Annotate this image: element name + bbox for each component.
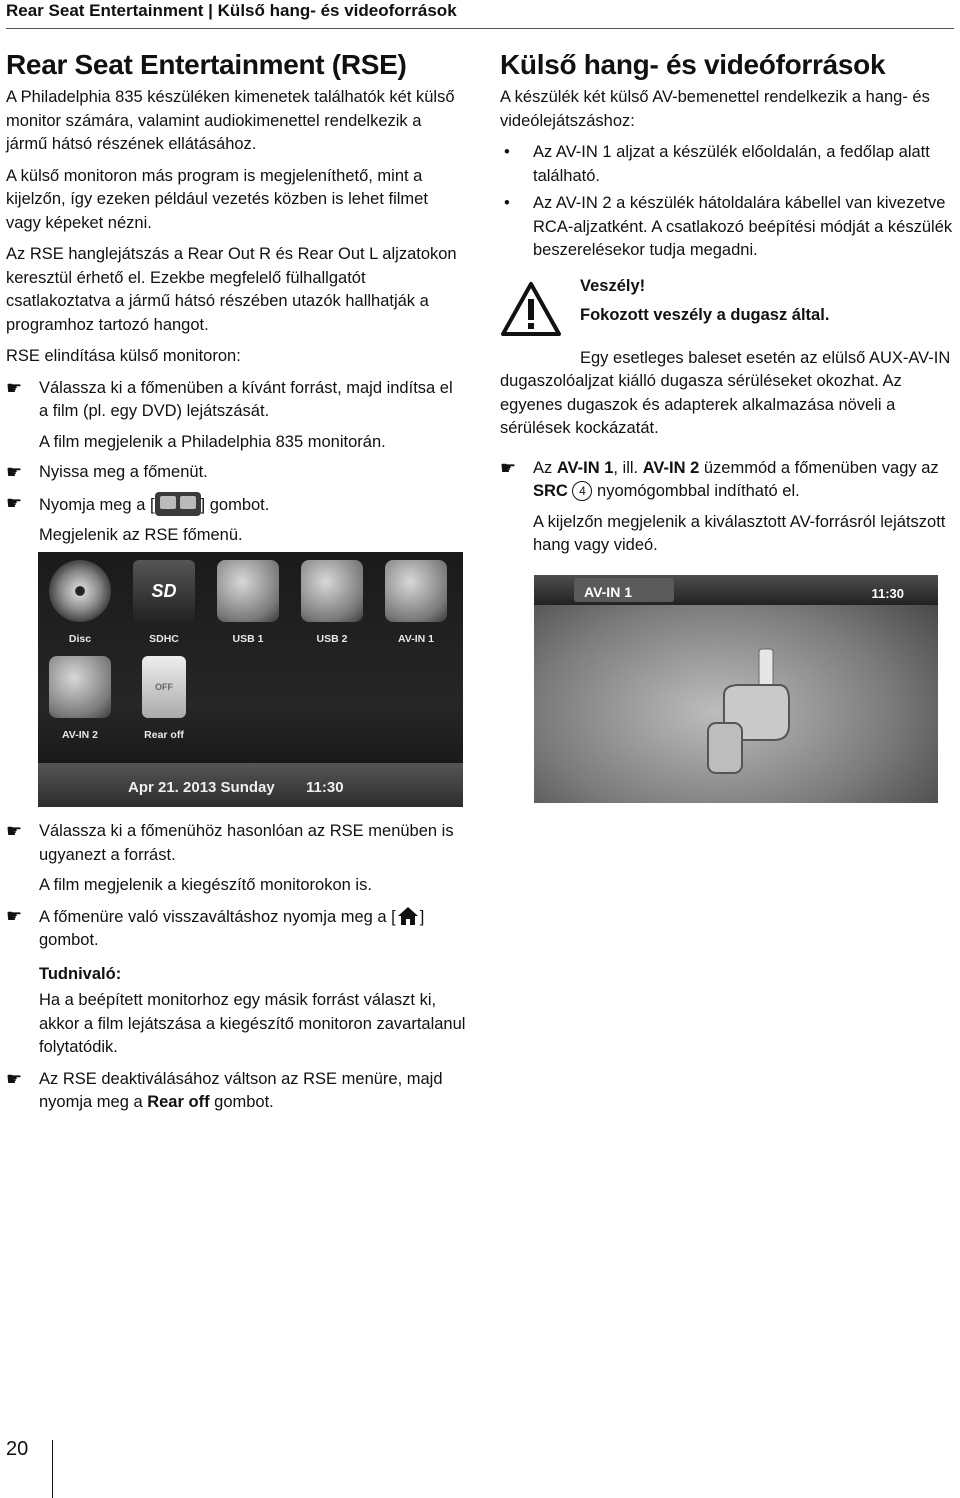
tile-usb2: USB 2 xyxy=(292,560,372,652)
right-column xyxy=(500,48,960,565)
pointing-hand-icon: ☛ xyxy=(6,905,23,926)
rse-monitors-icon xyxy=(155,492,201,516)
av-time: 11:30 xyxy=(871,586,904,601)
status-bar xyxy=(38,763,463,807)
step-result: A film megjelenik a kiegészítő monitorokon is. xyxy=(39,876,372,894)
sd-card-icon: SD xyxy=(133,560,195,622)
step-open-menu: ☛ Nyissa meg a főmenüt. xyxy=(6,461,466,485)
disc-icon xyxy=(49,560,111,622)
page-number-divider xyxy=(52,1440,53,1498)
pointing-hand-icon: ☛ xyxy=(6,821,23,841)
tile-usb1: USB 1 xyxy=(208,560,288,652)
rse-intro: A Philadelphia 835 készüléken kimenetek találhatók két külső monitor számára, valamint audiokimenettel rendelkezik a jármű hátsó részének ellátásához. xyxy=(6,88,455,153)
av-top-bar xyxy=(534,575,938,605)
warning-triangle-icon xyxy=(500,281,562,337)
list-item: • Az AV-IN 2 a készülék hátoldalára kábellel van kivezetve RCA-aljzatként. A csatlakozó beépítési módját a készülék beszerelésekor tudja megadni. xyxy=(500,192,960,263)
rse-heading: Rear Seat Entertainment (RSE) xyxy=(6,49,407,80)
step-press-rse-button: ☛ Nyomja meg a [ ] gombot. xyxy=(6,492,270,514)
rse-menu-screenshot xyxy=(38,552,463,807)
tile-rear-off: OFF Rear off xyxy=(124,656,204,748)
step-select-same-source: ☛ Válassza ki a főmenühöz hasonlóan az RSE menüben is ugyanezt a forrást. xyxy=(6,821,454,864)
status-date: Apr 21. 2013 Sunday xyxy=(128,779,275,796)
audio-jack-icon xyxy=(704,645,794,775)
danger-notice xyxy=(500,275,960,345)
rse-paragraph-3: Az RSE hanglejátszás a Rear Out R és Rear Out L aljzatokon keresztül érhető el. Ezekbe megfelelő fülhallgatót csatlakoztatva a jármű hátsó részében utazók hallhatják a programhoz tartozó hangot. xyxy=(6,245,457,334)
rse-start-label: RSE elindítása külső monitoron: xyxy=(6,347,241,365)
step-return-home: ☛ A főmenüre való visszaváltáshoz nyomja meg a [ ] gombot. xyxy=(6,905,425,949)
rse-paragraph-2: A külső monitoron más program is megjeleníthető, mint a kijelzőn, így ezeken például vezetés közben is lehet filmet vagy képeket nézni. xyxy=(6,166,428,232)
pointing-hand-icon: ☛ xyxy=(6,377,23,398)
pointing-hand-icon: ☛ xyxy=(6,492,23,513)
av-inputs-list xyxy=(500,141,960,263)
note-title: Tudnivaló: xyxy=(39,964,122,983)
page-number: 20 xyxy=(6,1438,29,1460)
pointing-hand-icon: ☛ xyxy=(6,1068,23,1089)
av-sources-heading: Külső hang- és videóforrások xyxy=(500,49,886,80)
step-result: A film megjelenik a Philadelphia 835 monitorán. xyxy=(39,432,386,451)
pointing-hand-icon: ☛ xyxy=(6,462,23,482)
tile-av-in-2: AV-IN 2 xyxy=(40,656,120,748)
step-result: Megjelenik az RSE főmenü. xyxy=(39,526,243,544)
page-header: Rear Seat Entertainment | Külső hang- és videoforrások xyxy=(6,1,457,20)
list-item: • Az AV-IN 1 aljzat a készülék előoldalán, a fedőlap alatt található. xyxy=(500,141,960,188)
tile-sdhc: SD SDHC xyxy=(124,560,204,652)
danger-subtitle: Fokozott veszély a dugasz által. xyxy=(580,306,830,324)
av-in-screenshot xyxy=(534,575,938,803)
left-column-continued xyxy=(6,820,466,1122)
left-column xyxy=(6,48,466,555)
danger-text: Egy esetleges baleset esetén az elülső AUX-AV-IN dugaszolóaljzat kiálló dugasza sérüléseket okozhat. Az egyenes dugaszok és adapterek alkalmazása növeli a sérülések kockázatát. xyxy=(500,348,951,437)
home-icon xyxy=(396,905,420,927)
av-sources-intro: A készülék két külső AV-bemenettel rendelkezik a hang- és videólejátszáshoz: xyxy=(500,88,930,130)
power-switch-icon: OFF xyxy=(142,656,186,718)
usb-stick-icon xyxy=(301,560,363,622)
header-divider xyxy=(6,28,954,29)
usb-stick-icon xyxy=(217,560,279,622)
step-start-av-in: ☛ Az AV-IN 1, ill. AV-IN 2 üzemmód a főmenüben vagy az SRC 4 nyomógombbal indítható el. xyxy=(500,457,939,500)
danger-title: Veszély! xyxy=(580,276,646,295)
audio-jack-icon xyxy=(385,560,447,622)
callout-number: 4 xyxy=(572,481,592,501)
step-result: A kijelzőn megjelenik a kiválasztott AV-forrásról lejátszott hang vagy videó. xyxy=(533,512,946,554)
step-deactivate-rse: ☛ Az RSE deaktiválásához váltson az RSE menüre, majd nyomja meg a Rear off gombot. xyxy=(6,1068,443,1111)
pointing-hand-icon: ☛ xyxy=(500,457,517,478)
tile-disc: Disc xyxy=(40,560,120,652)
step-select-source: ☛ Válassza ki a főmenüben a kívánt forrást, majd indítsa el a film (pl. egy DVD) lejátszását. xyxy=(6,377,453,420)
note-text: Ha a beépített monitorhoz egy másik forrást választ ki, akkor a film lejátszása a kiegészítő monitoron zavartalanul folytatódik. xyxy=(39,991,466,1056)
rca-plug-icon xyxy=(49,656,111,718)
tile-av-in-1: AV-IN 1 xyxy=(376,560,456,652)
source-tab: AV-IN 1 xyxy=(574,578,674,602)
status-time: 11:30 xyxy=(306,779,344,796)
